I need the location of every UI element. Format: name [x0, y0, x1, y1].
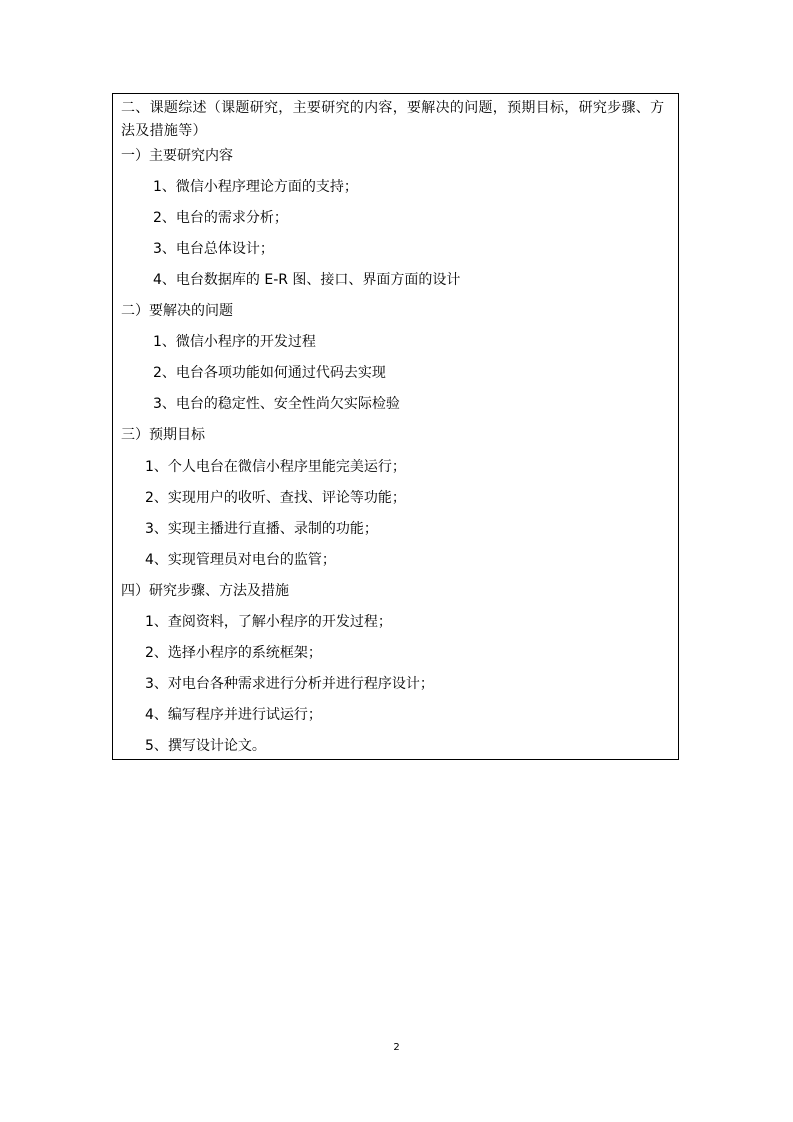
list-item: 1、微信小程序理论方面的支持； — [153, 179, 358, 195]
list-item: 3、对电台各种需求进行分析并进行程序设计； — [145, 676, 434, 692]
list-item: 2、选择小程序的系统框架； — [145, 645, 322, 661]
section-title-problems: 二）要解决的问题 — [121, 303, 233, 319]
section-title-methods: 四）研究步骤、方法及措施 — [121, 583, 289, 599]
list-item: 2、电台各项功能如何通过代码去实现 — [153, 365, 386, 381]
list-item: 4、编写程序并进行试运行； — [145, 707, 322, 723]
page-number: 2 — [393, 1042, 400, 1053]
review-table-cell — [112, 93, 679, 760]
list-item: 1、微信小程序的开发过程 — [153, 334, 316, 350]
list-item: 4、实现管理员对电台的监管； — [145, 552, 336, 568]
list-item: 3、电台的稳定性、安全性尚欠实际检验 — [153, 396, 400, 412]
list-item: 1、查阅资料，了解小程序的开发过程； — [145, 614, 392, 630]
list-item: 3、电台总体设计； — [153, 241, 274, 257]
section-title-research-content: 一）主要研究内容 — [121, 148, 233, 164]
list-item: 2、电台的需求分析； — [153, 210, 288, 226]
list-item: 1、个人电台在微信小程序里能完美运行； — [145, 459, 406, 475]
section-heading: 二、课题综述（课题研究，主要研究的内容，要解决的问题，预期目标，研究步骤、方法及措施等） — [121, 100, 665, 139]
list-item: 2、实现用户的收听、查找、评论等功能； — [145, 490, 406, 506]
list-item: 3、实现主播进行直播、录制的功能； — [145, 521, 378, 537]
list-item: 5、撰写设计论文。 — [145, 738, 266, 754]
section-title-goals: 三）预期目标 — [121, 427, 205, 443]
list-item: 4、电台数据库的 E-R 图、接口、界面方面的设计 — [153, 272, 461, 288]
